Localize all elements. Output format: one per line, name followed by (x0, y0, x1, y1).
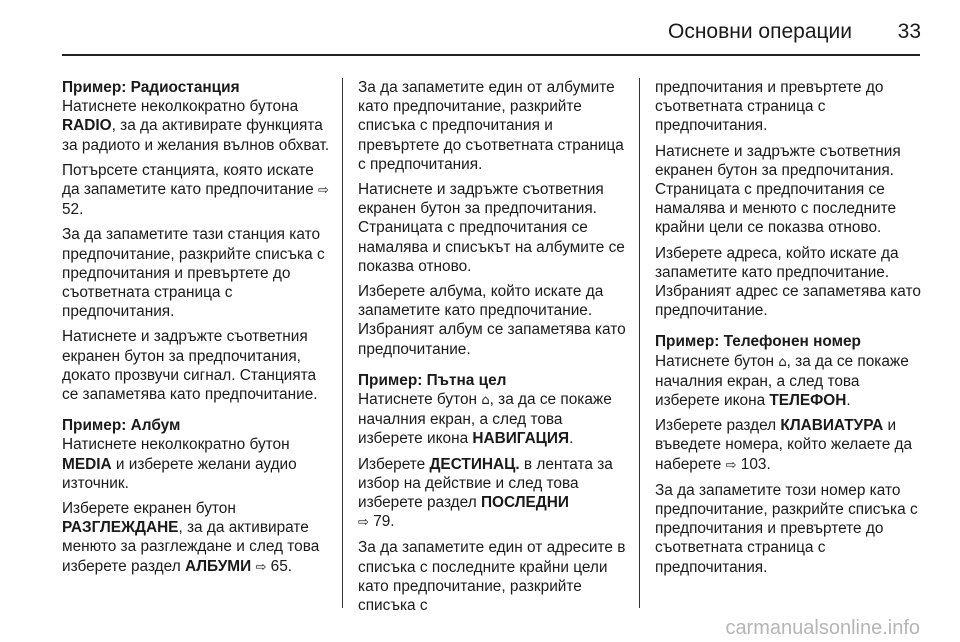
reference-arrow-icon: ⇨ (358, 515, 369, 531)
watermark: carmanualsonline.info (725, 617, 920, 639)
paragraph: Натиснете неколкократно бутон MEDIA и изберете желани аудио източник. (62, 436, 297, 492)
page-number: 33 (897, 20, 921, 43)
paragraph: За да запаметите този номер като предпочитание, разкрийте списъка с предпочитания и превъртете до съответната страница с предпочитания. (655, 481, 918, 576)
page-reference[interactable]: 79. (373, 513, 395, 531)
home-icon: ⌂ (481, 393, 490, 409)
paragraph: За да запаметите един от адресите в списъка с последните крайни цели като предпочитание, разкрийте списъка с (358, 539, 626, 615)
header-rule (62, 54, 920, 56)
column-2 (358, 78, 628, 621)
paragraph: Натиснете бутон ⌂, за да се покаже началния екран, а след това изберете икона ТЕЛЕФОН. (655, 352, 909, 410)
reference-arrow-icon: ⇨ (255, 559, 267, 575)
paragraph: Натиснете и задръжте съответния екранен бутон за предпочитания. Страницата с предпочитания се намалява и менюто с последните крайни цели се показва отново. (655, 142, 901, 237)
paragraph: Изберете албума, който искате да запаметите като предпочитание. Избраният албум се запаметява като предпочитание. (358, 283, 626, 358)
section-heading: Пример: Албум (62, 417, 181, 435)
paragraph: Натиснете и задръжте съответния екранен бутон за предпочитания. Страницата с предпочитания се намалява и списъкът на албумите се показва отново. (358, 181, 625, 275)
section-heading: Пример: Пътна цел (358, 371, 507, 389)
paragraph: Изберете екранен бутон РАЗГЛЕЖДАНЕ, за да активирате менюто за разглеждане и след това изберете раздел АЛБУМИ ⇨ 65. (62, 500, 320, 575)
reference-arrow-icon: ⇨ (317, 183, 329, 199)
section-heading: Пример: Телефонен номер (655, 333, 861, 351)
home-icon: ⌂ (778, 354, 787, 370)
paragraph: За да запаметите един от албумите като предпочитание, разкрийте списъка с предпочитания и превъртете до съответната страница с предпочитания. (358, 79, 624, 173)
column-divider (342, 78, 343, 608)
section-heading: Пример: Радиостанция (62, 79, 240, 96)
page-reference[interactable]: 103. (740, 455, 771, 473)
column-divider (639, 78, 640, 608)
paragraph: Потърсете станцията, която искате да запаметите като предпочитание ⇨ 52. (62, 161, 329, 219)
paragraph: Изберете адреса, който искате да запаметите като предпочитание. Избраният адрес се запаметява като предпочитание. (655, 244, 921, 320)
paragraph: Изберете раздел КЛАВИАТУРА и въведете номера, който желаете да наберете ⇨ 103. (655, 417, 913, 473)
column-3 (655, 78, 925, 583)
header-title: Основни операции (667, 20, 852, 43)
paragraph: Натиснете неколкократно бутона RADIO, за да активирате функцията за радиото и желания вълнов обхват. (62, 98, 330, 154)
paragraph: За да запаметите тази станция като предпочитание, разкрийте списъка с предпочитания и превъртете до съответната страница с предпочитания. (62, 226, 325, 321)
paragraph: предпочитания и превъртете до съответната страница с предпочитания. (655, 79, 884, 135)
paragraph: Изберете ДЕСТИНАЦ. в лентата за избор на действие и след това изберете раздел ПОСЛЕДНИ ⇨ 79. (358, 455, 613, 531)
paragraph: Натиснете бутон ⌂, за да се покаже началния екран, а след това изберете икона НАВИГАЦИЯ. (358, 391, 612, 448)
reference-arrow-icon: ⇨ (725, 457, 737, 473)
page-reference[interactable]: 52. (62, 201, 84, 219)
page-reference[interactable]: 65. (270, 557, 293, 575)
paragraph: Натиснете и задръжте съответния екранен бутон за предпочитания, докато прозвучи сигнал. Станцията се запаметява като предпочитание. (62, 328, 318, 404)
column-1 (62, 78, 332, 583)
